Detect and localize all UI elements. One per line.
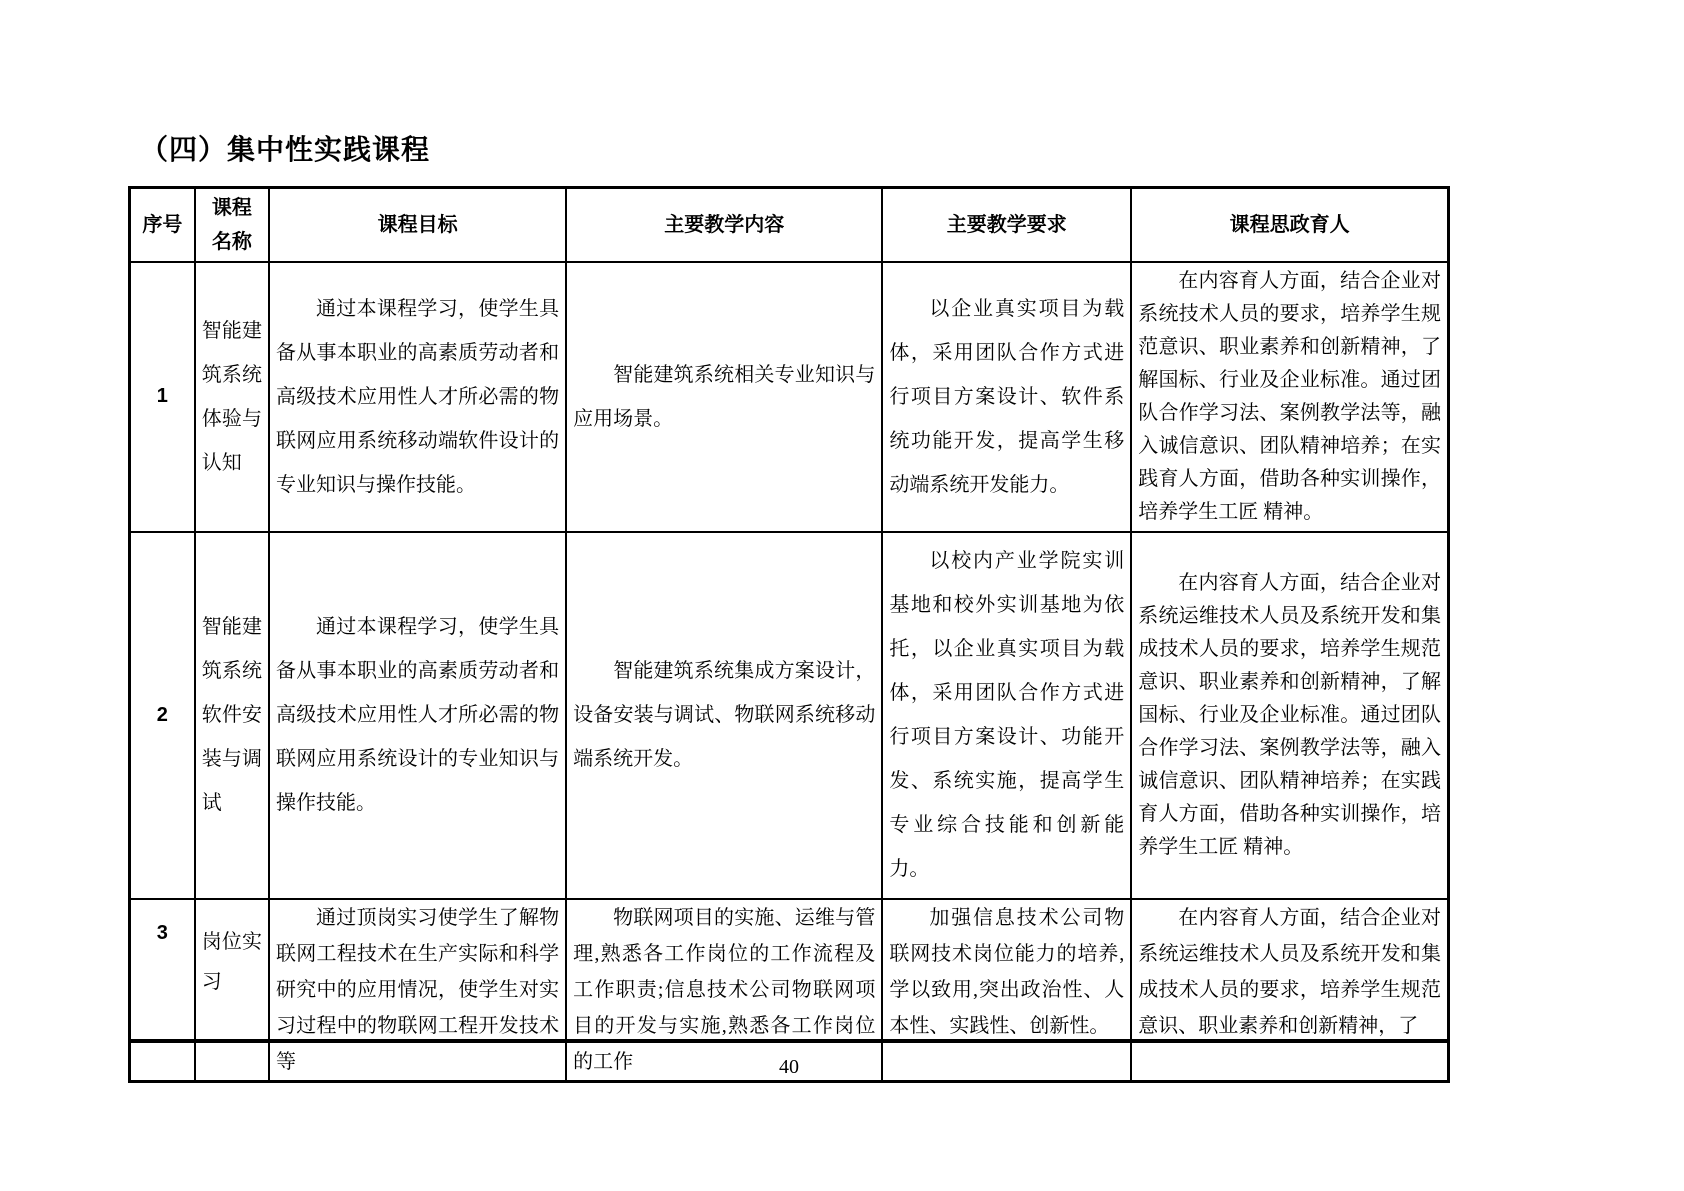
cell-teaching-requirement — [882, 899, 1131, 1082]
teaching-content-text: 智能建筑系统相关专业知识与应用场景。 — [573, 363, 876, 430]
table-row — [130, 532, 1449, 899]
cell-no: 3 — [130, 899, 195, 1082]
cell-teaching-content — [566, 262, 882, 532]
section-title: （四）集中性实践课程 — [140, 135, 431, 166]
cell-course-goal — [269, 262, 566, 532]
table-row — [130, 899, 1449, 1082]
cell-course-goal — [269, 899, 566, 1082]
cell-teaching-content — [566, 532, 882, 899]
cell-ideology-education — [1131, 899, 1448, 1082]
cell-teaching-requirement — [882, 262, 1131, 532]
cell-ideology-education — [1131, 532, 1448, 899]
table-header-row — [130, 188, 1449, 262]
header-no: 序号 — [130, 188, 195, 262]
header-teaching-requirement: 主要教学要求 — [882, 188, 1131, 262]
header-course-goal: 课程目标 — [269, 188, 566, 262]
cell-course-name: 智能建筑系统体验与认知 — [195, 262, 269, 532]
header-ideology-education: 课程思政育人 — [1131, 188, 1448, 262]
cell-course-name: 岗位实习 — [195, 899, 269, 1082]
cell-no: 2 — [130, 532, 195, 899]
cell-no: 1 — [130, 262, 195, 532]
ideology-education-text: 在内容育人方面，结合企业对系统技术人员的要求，培养学生规范意识、职业素养和创新精神，了解国标、行业及企业标准。通过团队合作学习法、案例教学法等，融入诚信意识、团队精神培养；在实践育人方面，借助各种实训操作，培养学生工匠 精神。 — [1138, 269, 1441, 523]
ideology-education-text: 在内容育人方面，结合企业对系统运维技术人员及系统开发和集成技术人员的要求，培养学生规范意识、职业素养和创新精神，了解国标、行业及企业标准。通过团队合作学习法、案例教学法等，融入诚信意识、团队精神培养；在实践育人方面，借助各种实训操作，培养学生工匠 精神。 — [1138, 571, 1441, 858]
course-goal-text: 通过本课程学习，使学生具备从事本职业的高素质劳动者和高级技术应用性人才所必需的物联网应用系统设计的专业知识与操作技能。 — [276, 616, 560, 814]
cell-ideology-education — [1131, 262, 1448, 532]
header-course-name: 课程名称 — [195, 188, 269, 262]
teaching-content-text: 物联网项目的实施、运维与管理,熟悉各工作岗位的工作流程及工作职责;信息技术公司物联网项目的开发与实施,熟悉各工作岗位的工作 — [573, 906, 876, 1073]
cell-course-goal — [269, 532, 566, 899]
teaching-requirement-text: 加强信息技术公司物联网技术岗位能力的培养,学以致用,突出政治性、人本性、实践性、创新性。 — [889, 906, 1125, 1037]
cell-teaching-content — [566, 899, 882, 1082]
course-goal-text: 通过顶岗实习使学生了解物联网工程技术在生产实际和科学研究中的应用情况，使学生对实习过程中的物联网工程开发技术等 — [276, 906, 560, 1073]
course-goal-text: 通过本课程学习，使学生具备从事本职业的高素质劳动者和高级技术应用性人才所必需的物联网应用系统移动端软件设计的专业知识与操作技能。 — [276, 297, 560, 496]
course-table — [128, 186, 1450, 1083]
teaching-content-text: 智能建筑系统集成方案设计，设备安装与调试、物联网系统移动端系统开发。 — [573, 660, 876, 770]
cell-teaching-requirement — [882, 532, 1131, 899]
teaching-requirement-text: 以校内产业学院实训基地和校外实训基地为依托，以企业真实项目为载体，采用团队合作方式进行项目方案设计、功能开发、系统实施，提高学生专业综合技能和创新能力。 — [889, 550, 1125, 880]
header-teaching-content: 主要教学内容 — [566, 188, 882, 262]
page-number: 40 — [779, 1056, 799, 1078]
table-row — [130, 262, 1449, 532]
ideology-education-text: 在内容育人方面，结合企业对系统运维技术人员及系统开发和集成技术人员的要求，培养学生规范意识、职业素养和创新精神，了 — [1138, 906, 1441, 1037]
cell-course-name: 智能建筑系统软件安装与调试 — [195, 532, 269, 899]
teaching-requirement-text: 以企业真实项目为载体，采用团队合作方式进行项目方案设计、软件系统功能开发，提高学生移动端系统开发能力。 — [889, 297, 1125, 496]
